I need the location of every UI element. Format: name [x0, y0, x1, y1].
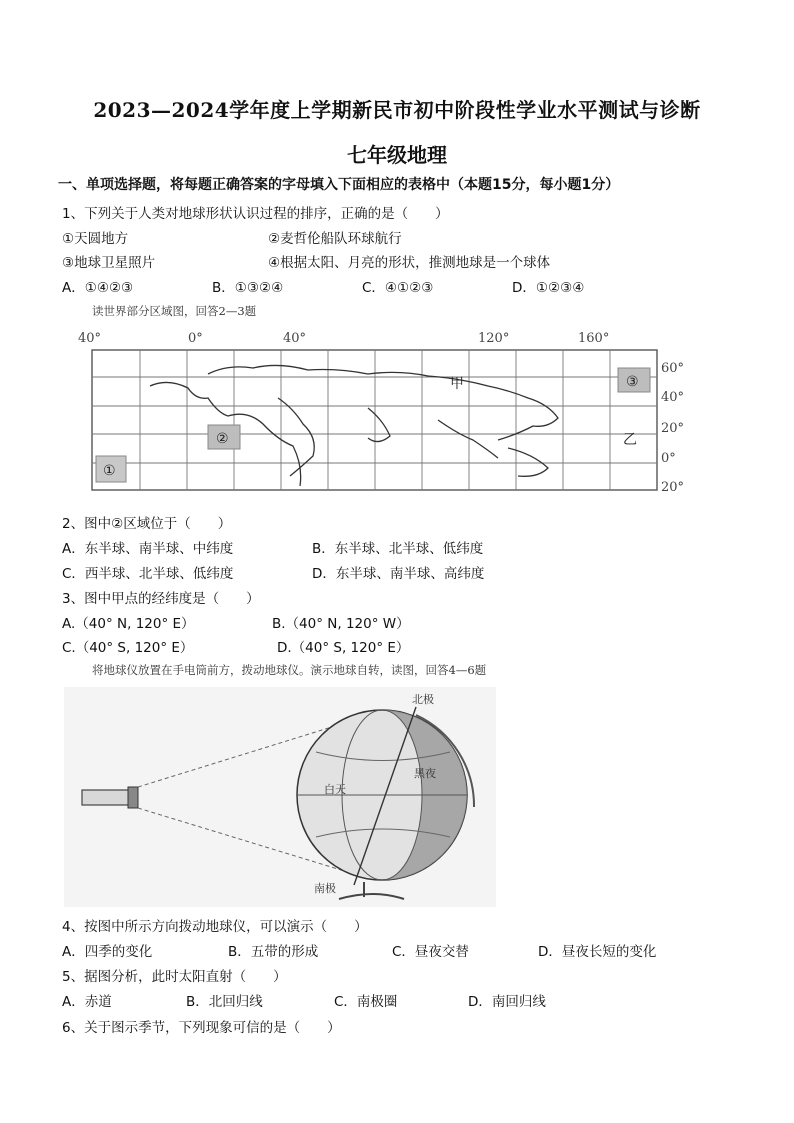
world-map-figure — [78, 328, 718, 500]
marker-jia: 甲 — [450, 376, 464, 392]
lon-label-40w: 40° — [78, 331, 102, 346]
globe-instruction: 将地球仪放置在手电筒前方，拨动地球仪。演示地球自转，读图，回答4—6题 — [92, 663, 487, 677]
map-frame — [92, 350, 657, 490]
q5-option-a: A．赤道 — [62, 994, 112, 1010]
q3-option-c: C.（40° S, 120° E） — [62, 640, 194, 656]
section-heading: 一、单项选择题，将每题正确答案的字母填入下面相应的表格中（本题15分，每小题1分） — [58, 177, 620, 193]
q4-option-d: D．昼夜长短的变化 — [538, 944, 657, 960]
lon-label-160e: 160° — [578, 331, 610, 346]
flashlight-icon — [82, 790, 134, 805]
lat-label-40n: 40° — [661, 390, 685, 405]
question-5-stem: 5、据图分析，此时太阳直射（ ） — [62, 969, 287, 985]
q4-option-a: A．四季的变化 — [62, 944, 153, 960]
exam-title: 2023—2024学年度上学期新民市初中阶段性学业水平测试与诊断 — [93, 98, 701, 122]
north-pole-label: 北极 — [412, 693, 434, 706]
south-pole-label: 南极 — [314, 882, 336, 895]
q4-option-c: C．昼夜交替 — [392, 944, 469, 960]
question-2-stem: 2、图中②区域位于（ ） — [62, 516, 232, 532]
question-1-stem: 1、下列关于人类对地球形状认识过程的排序，正确的是（ ） — [62, 206, 449, 222]
lat-label-20s: 20° — [661, 480, 685, 495]
q4-option-b: B．五带的形成 — [228, 944, 319, 960]
q2-option-b: B．东半球、北半球、低纬度 — [312, 541, 484, 557]
marker-2: ② — [216, 431, 229, 447]
lat-label-0: 0° — [661, 451, 676, 466]
q1-item-2: ②麦哲伦船队环球航行 — [268, 231, 402, 247]
marker-yi: 乙 — [623, 432, 637, 448]
q1-item-1: ①天圆地方 — [62, 231, 129, 247]
q5-option-d: D．南回归线 — [468, 994, 546, 1010]
map-instruction: 读世界部分区域图，回答2—3题 — [92, 304, 257, 318]
lon-label-0: 0° — [188, 331, 203, 346]
q5-option-c: C．南极圈 — [334, 994, 398, 1010]
marker-1: ① — [103, 463, 116, 479]
q3-option-a: A.（40° N, 120° E） — [62, 616, 195, 632]
marker-3: ③ — [626, 374, 639, 390]
q2-option-a: A．东半球、南半球、中纬度 — [62, 541, 234, 557]
lon-label-40e: 40° — [283, 331, 307, 346]
exam-subject: 七年级地理 — [347, 143, 447, 167]
q1-item-4: ④根据太阳、月亮的形状，推测地球是一个球体 — [268, 255, 551, 271]
q3-option-b: B.（40° N, 120° W） — [272, 616, 410, 632]
flashlight-head — [128, 787, 138, 808]
question-6-stem: 6、关于图示季节，下列现象可信的是（ ） — [62, 1020, 341, 1036]
q1-option-b: B．①③②④ — [212, 280, 284, 296]
map-gridlines — [92, 350, 657, 490]
q1-option-d: D．①②③④ — [512, 280, 585, 296]
q1-item-3: ③地球卫星照片 — [62, 255, 156, 271]
globe-figure — [64, 687, 496, 907]
q3-option-d: D.（40° S, 120° E） — [277, 640, 410, 656]
night-label: 黑夜 — [414, 767, 436, 780]
q1-option-a: A．①④②③ — [62, 280, 134, 296]
q5-option-b: B．北回归线 — [186, 994, 263, 1010]
q2-option-d: D．东半球、南半球、高纬度 — [312, 566, 485, 582]
q1-option-c: C．④①②③ — [362, 280, 434, 296]
q2-option-c: C．西半球、北半球、低纬度 — [62, 566, 234, 582]
day-label: 白天 — [324, 783, 346, 796]
lat-label-60n: 60° — [661, 361, 685, 376]
question-3-stem: 3、图中甲点的经纬度是（ ） — [62, 591, 260, 607]
question-4-stem: 4、按图中所示方向拨动地球仪，可以演示（ ） — [62, 919, 368, 935]
lon-label-120e: 120° — [478, 331, 510, 346]
lat-label-20n: 20° — [661, 421, 685, 436]
